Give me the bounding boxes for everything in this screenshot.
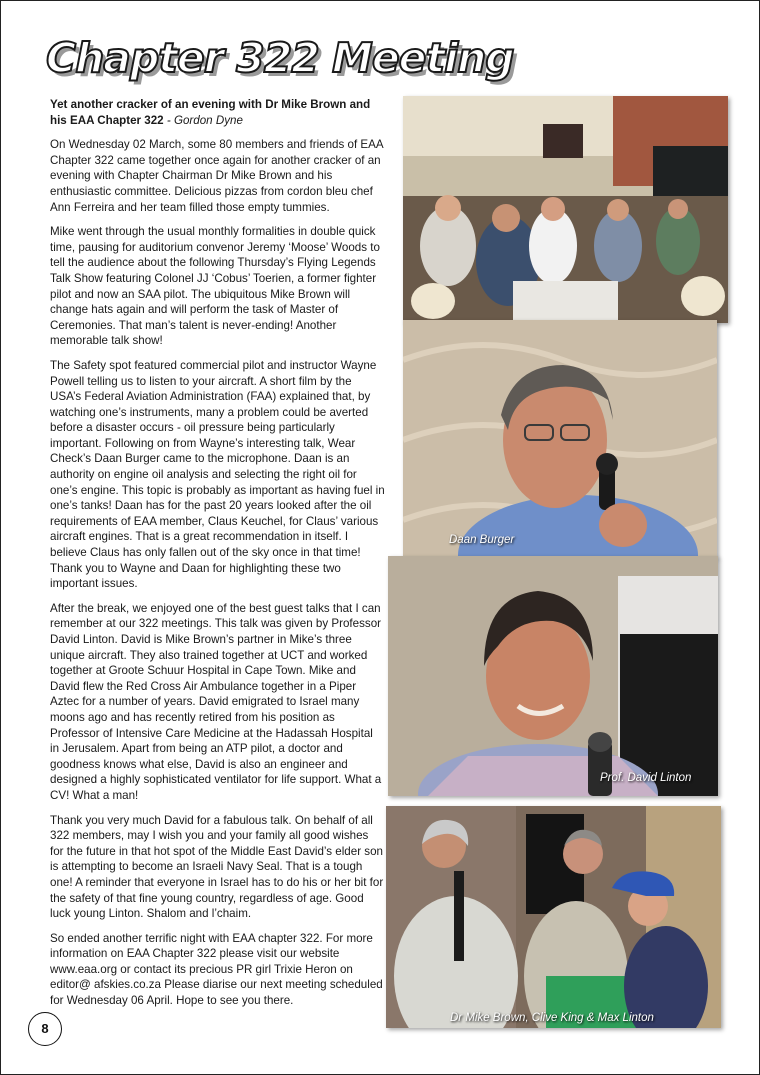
david-linton-photo-image	[388, 556, 718, 796]
daan-burger-caption: Daan Burger	[449, 534, 515, 546]
daan-burger-photo	[403, 320, 717, 558]
article-paragraph: Thank you very much David for a fabulous talk. On behalf of all 322 members, may I wish you and your family all good wishes for the future in that hot spot of the Middle East David’s elder son is attempting to become an Israeli Navy Seal. That is a tough one! A reminder that everyone in Israel has to do his or her bit for the safety of that fine young country, regardless of age. Good luck young Linton. Shalom and l’chaim.	[50, 813, 384, 921]
article-paragraph: Mike went through the usual monthly formalities in double quick time, pausing for auditorium convenor Jeremy ‘Moose’ Woods to tell the audience about the following Thursday’s Flying Legends Talk Show featuring Colonel JJ ‘Cobus’ Toerien, a former fighter pilot and now an SAA pilot. The ubiquitous Mike Brown will change hats again and will perform the task of Master of Ceremonies. That man’s talent is never-ending! Another memorable talk show!	[50, 225, 380, 348]
audience-photo	[403, 96, 728, 323]
article-paragraph: So ended another terrific night with EAA chapter 322. For more information on EAA Chapter 322 please visit our website www.eaa.org or contact its precious PR girl Trixie Heron on editor@ afskies.co.za Please diarise our next meeting scheduled for Wednesday 06 April. Hope to see you there.	[50, 931, 383, 1008]
article-paragraph: After the break, we enjoyed one of the best guest talks that I can remember at our 322 meetings. This talk was given by Professor David Linton. David is Mike Brown’s partner in Mike’s three unique aircraft. They also trained together at UCT and worked together at Groote Schuur Hospital in Cape Town. Mike and David flew the Red Cross Air Ambulance together in a Piper Aztec for a number of years. David emigrated to Israel many moons ago and has recently retired from his position as Professor of Intensive Care Medicine at the Hadassah Hospital in Jerusalem. Apart from being an ATP pilot, a doctor and goodness knows what else, David is also an engineer and designed a highly sophisticated ventilator for life support. What a CV! What a man!	[50, 601, 382, 802]
article-body	[50, 97, 385, 1018]
article-paragraph: On Wednesday 02 March, some 80 members and friends of EAA Chapter 322 came together once again for another cracker of an evening with Chapter Chairman Dr Mike Brown and his enthusiastic committee. Delicious pizzas from cordon bleu chef Ann Ferreira and her team filled those empty tummies.	[50, 138, 383, 214]
article-headline	[50, 97, 385, 128]
group-photo-image	[386, 806, 721, 1028]
david-linton-caption: Prof. David Linton	[600, 772, 692, 784]
daan-burger-photo-image	[403, 320, 717, 558]
page-title: Chapter 322 Meeting	[46, 34, 514, 82]
article-byline: - Gordon Dyne	[166, 113, 243, 127]
audience-photo-image	[403, 96, 728, 323]
article-paragraph: The Safety spot featured commercial pilot and instructor Wayne Powell telling us to listen to your aircraft. A short film by the USA’s Federal Aviation Administration (FAA) explained that, by watching one’s instruments, many a problem could be averted before a disaster occurs - oil pressure being particularly important. Following on from Wayne’s interesting talk, Wear Check’s Daan Burger came to the microphone. Daan is an authority on engine oil analysis and selecting the right oil for one’s engine. This topic is probably as important as having fuel in one’s tanks! Daan has for the past 20 years looked after the oil requirements of EAA member, Claus Keuchel, for Claus’ various aircraft engines. That is a great recommendation in itself. I believe Claus has only fallen out of the sky once in that time! Thank you to Wayne and Daan for highlighting these two important issues.	[50, 358, 385, 591]
group-photo	[386, 806, 721, 1028]
group-caption: Dr Mike Brown, Clive King & Max Linton	[450, 1012, 654, 1024]
page-number: 8	[28, 1012, 62, 1046]
david-linton-photo	[388, 556, 718, 796]
headline-text: Yet another cracker of an evening with Dr Mike Brown and his EAA Chapter 322	[50, 98, 371, 127]
